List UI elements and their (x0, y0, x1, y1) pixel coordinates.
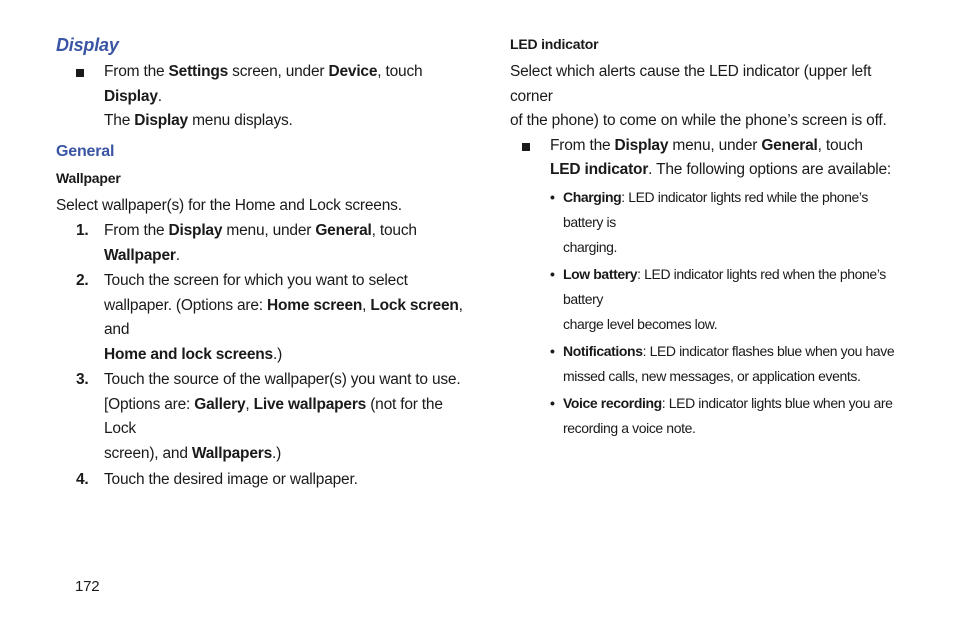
led-indicator-heading: LED indicator (510, 36, 599, 52)
step-4: 4. Touch the desired image or wallpaper. (76, 471, 358, 488)
led-instruction: From the Display menu, under General, touch LED indicator. The following options are available: (510, 134, 910, 183)
led-option-low-battery: • Low battery: LED indicator lights red when the phone’s battery charge level becomes low. (550, 265, 886, 332)
wallpaper-heading: Wallpaper (56, 169, 121, 186)
led-option-notifications: • Notifications: LED indicator flashes blue when you have missed calls, new messages, or application events. (550, 342, 895, 384)
left-column (56, 34, 466, 493)
wallpaper-description: Select wallpaper(s) for the Home and Lock screens. (56, 196, 402, 214)
step-2: 2. Touch the screen for which you want to select wallpaper. (Options are: Home screen, Lock screen, and Home and lock screens.) (76, 272, 463, 363)
subsection-heading-general: General (56, 142, 115, 160)
right-column (510, 34, 910, 441)
section-heading-display: Display (56, 35, 119, 55)
led-option-charging: • Charging: LED indicator lights red while the phone’s battery is charging. (550, 188, 868, 255)
square-bullet-icon (76, 69, 84, 77)
square-bullet-icon (522, 143, 530, 151)
page-number: 172 (75, 578, 100, 595)
led-option-voice-recording: • Voice recording: LED indicator lights blue when you are recording a voice note. (550, 394, 893, 436)
intro-instruction: From the Settings screen, under Device, touch Display. The Display menu displays. (56, 60, 466, 134)
led-indicator-description: Select which alerts cause the LED indicator (upper left corner of the phone) to come on while the phone’s screen is off. (510, 63, 887, 129)
step-3: 3. Touch the source of the wallpaper(s) you want to use. [Options are: Gallery, Live wallpapers (not for the Lock screen), and Wallpapers.) (76, 371, 461, 462)
step-1: 1. From the Display menu, under General, touch Wallpaper. (76, 222, 417, 264)
